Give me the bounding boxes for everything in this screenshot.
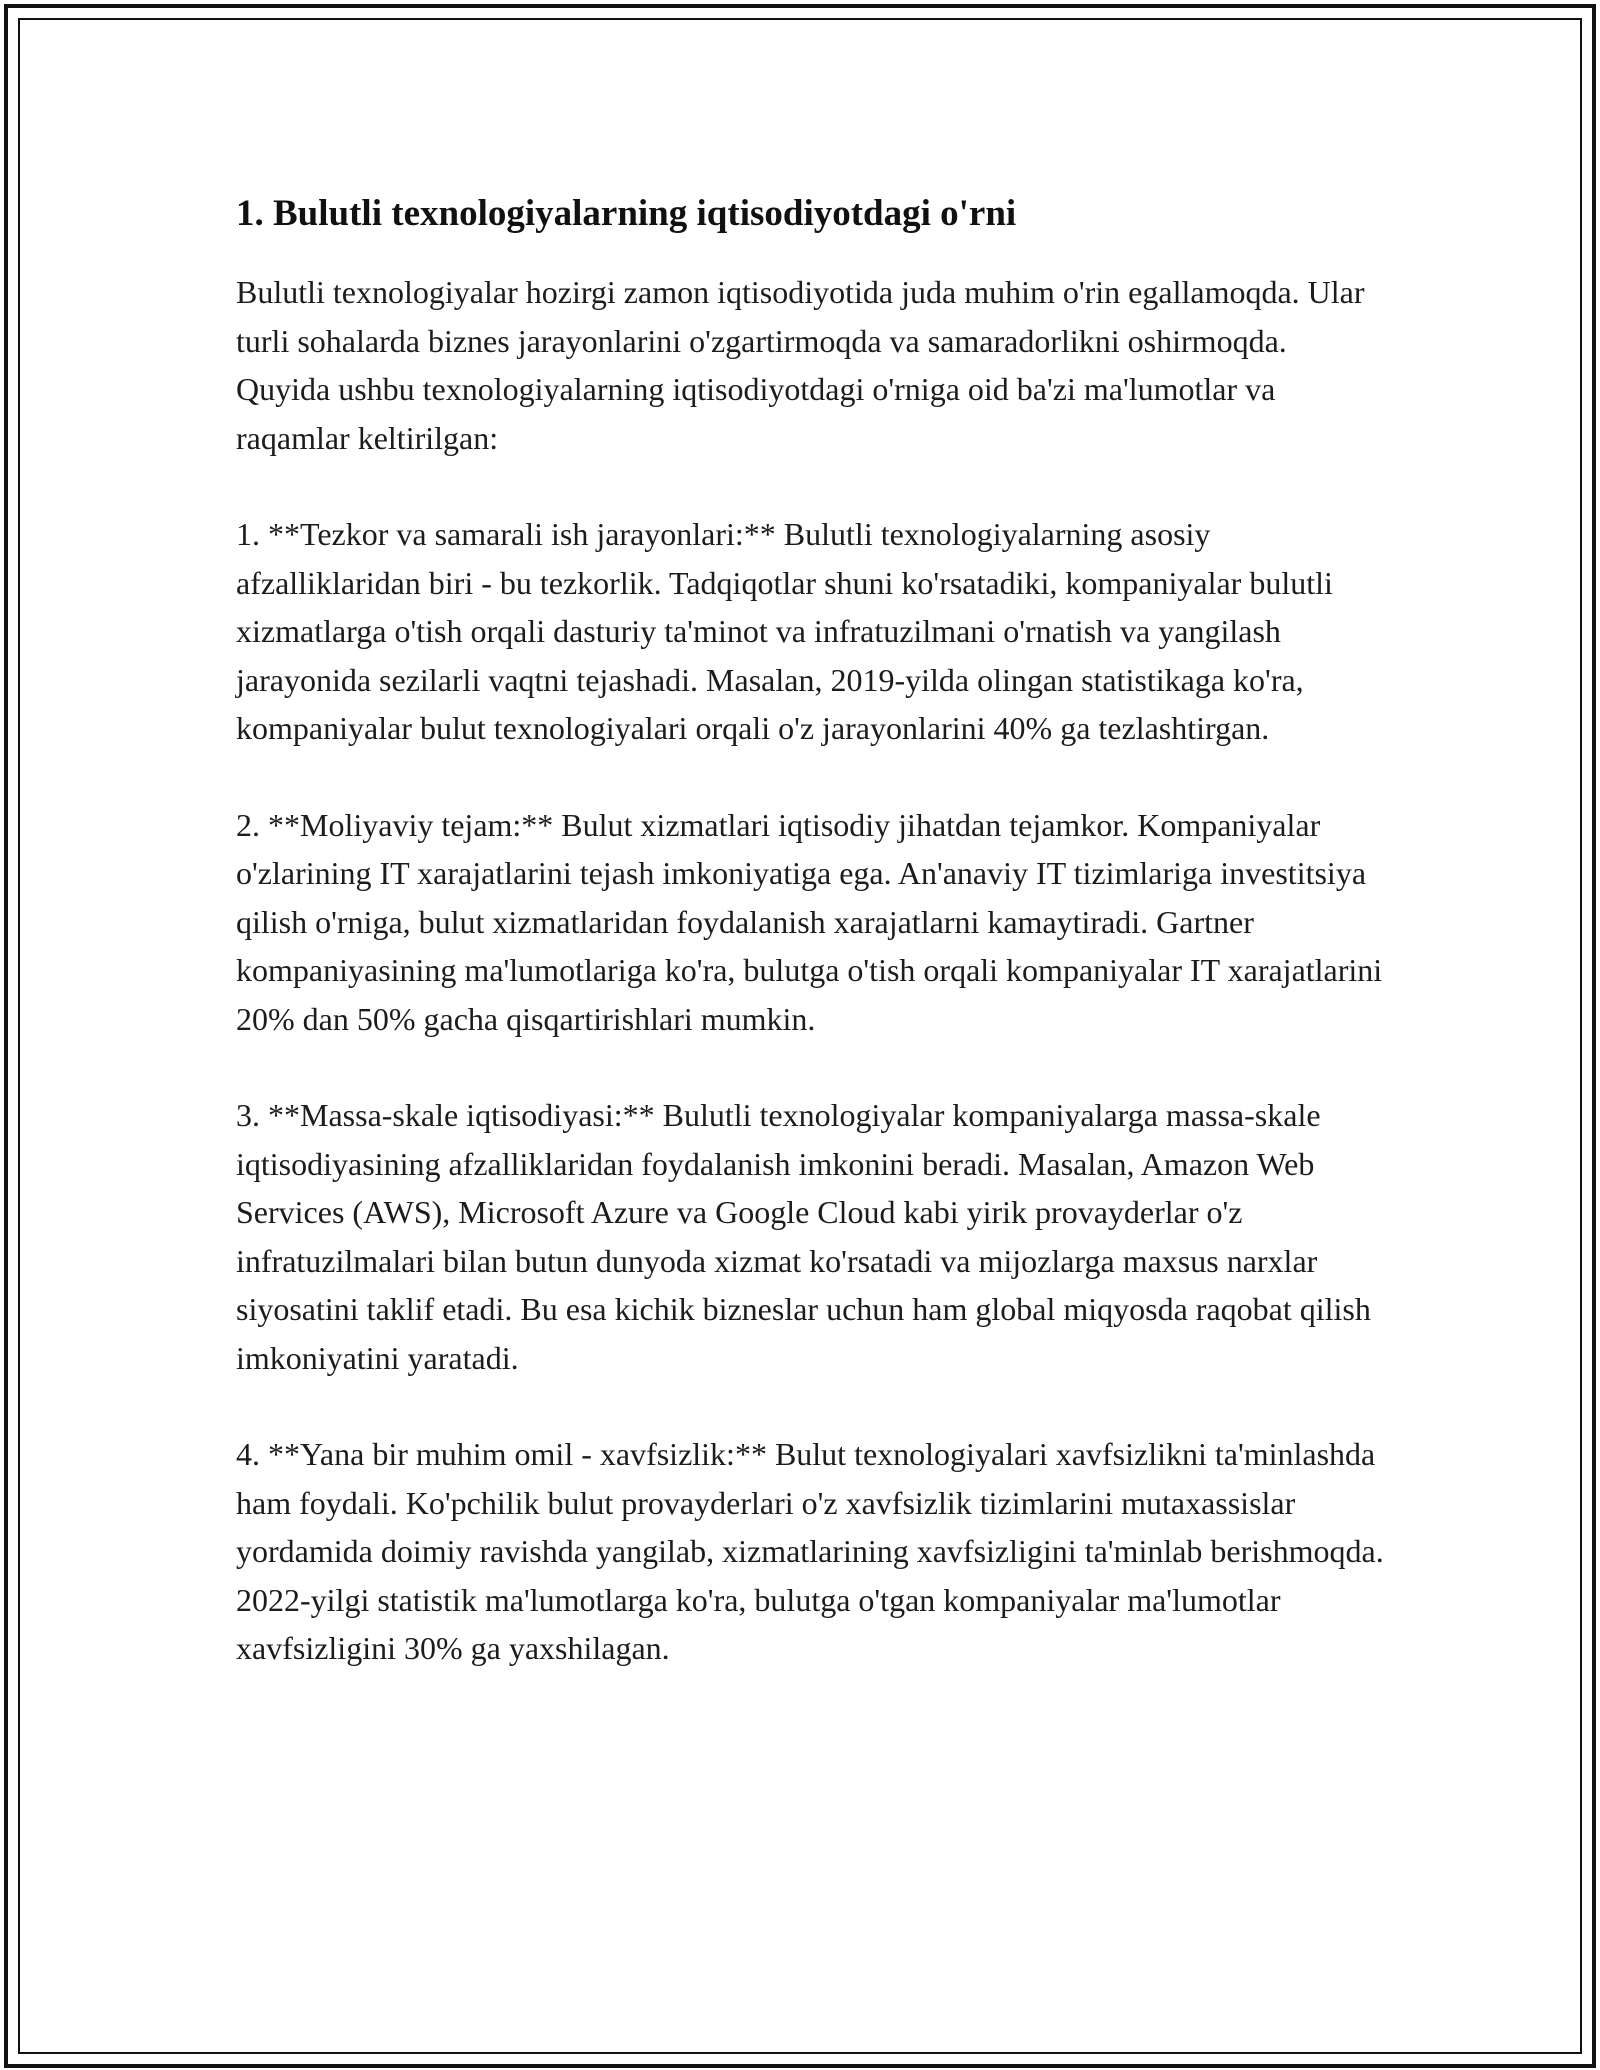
intro-paragraph: Bulutli texnologiyalar hozirgi zamon iqtisodiyotida juda muhim o'rin egallamoqda. Ular turli sohalarda biznes jarayonlarini o'zgartirmoqda va samaradorlikni oshirmoqda. Quyida ushbu texnologiyalarning iqtisodiyotdagi o'rniga oid ba'zi ma'lumotlar va raqamlar keltirilgan: xyxy=(236,274,1365,456)
document-body xyxy=(236,190,1386,1721)
paragraph-security: 4. **Yana bir muhim omil - xavfsizlik:** Bulut texnologiyalari xavfsizlikni ta'minlashda ham foydali. Ko'pchilik bulut provayderlari o'z xavfsizlik tizimlarini mutaxassislar yordamida doimiy ravishda yangilab, xizmatlarining xavfsizligini ta'minlab berishmoqda. 2022-yilgi statistik ma'lumotlarga ko'ra, bulutga o'tgan kompaniyalar ma'lumotlar xavfsizligini 30% ga yaxshilagan. xyxy=(236,1436,1384,1666)
paragraph-financial-savings: 2. **Moliyaviy tejam:** Bulut xizmatlari iqtisodiy jihatdan tejamkor. Kompaniyalar o'zlarining IT xarajatlarini tejash imkoniyatiga ega. An'anaviy IT tizimlariga investitsiya qilish o'rniga, bulut xizmatlaridan foydalanish xarajatlarni kamaytiradi. Gartner kompaniyasining ma'lumotlariga ko'ra, bulutga o'tish orqali kompaniyalar IT xarajatlarini 20% dan 50% gacha qisqartirishlari mumkin. xyxy=(236,806,1383,1037)
section-title: 1. Bulutli texnologiyalarning iqtisodiyotdagi o'rni xyxy=(236,193,1017,234)
paragraph-economies-of-scale: 3. **Massa-skale iqtisodiyasi:** Bulutli texnologiyalar kompaniyalarga massa-skale iqtisodiyasining afzalliklaridan foydalanish imkonini beradi. Masalan, Amazon Web Services (AWS), Microsoft Azure va Google Cloud kabi yirik provayderlar o'z infratuzilmalari bilan butun dunyoda xizmat ko'rsatadi va mijozlarga maxsus narxlar siyosatini taklif etadi. Bu esa kichik bizneslar uchun ham global miqyosda raqobat qilish imkoniyatini yaratadi. xyxy=(236,1097,1371,1376)
paragraph-speed: 1. **Tezkor va samarali ish jarayonlari:** Bulutli texnologiyalarning asosiy afzalliklaridan biri - bu tezkorlik. Tadqiqotlar shuni ko'rsatadiki, kompaniyalar bulutli xizmatlarga o'tish orqali dasturiy ta'minot va infratuzilmani o'rnatish va yangilash jarayonida sezilarli vaqtni tejashadi. Masalan, 2019-yilda olingan statistikaga ko'ra, kompaniyalar bulut texnologiyalari orqali o'z jarayonlarini 40% ga tezlashtirgan. xyxy=(236,516,1333,746)
